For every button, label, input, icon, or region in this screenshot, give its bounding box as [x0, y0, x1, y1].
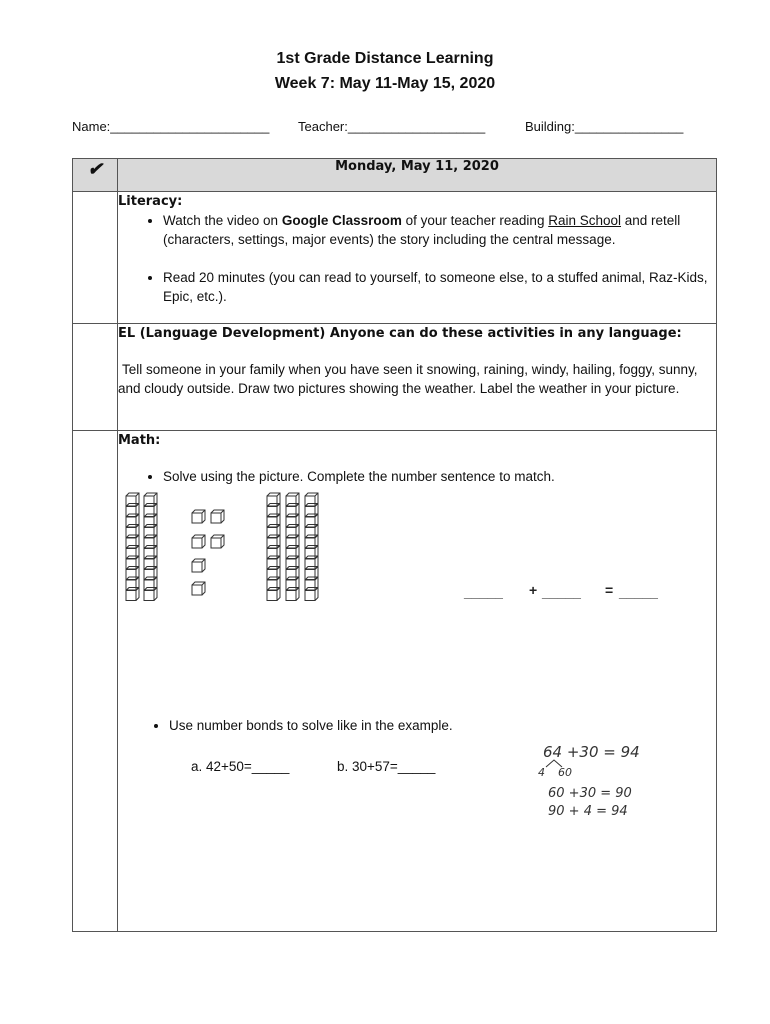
ones-cube-1: [192, 513, 202, 523]
el-heading: EL (Language Development) Anyone can do these activities in any language:: [118, 326, 682, 341]
example-bond-right: 60: [558, 766, 572, 779]
book-title-link: Rain School: [548, 213, 621, 228]
tens-rod-2-cube: [144, 591, 154, 601]
problem-a[interactable]: a. 42+50=_____: [191, 759, 290, 774]
sentence-blank-2[interactable]: _____: [542, 584, 581, 600]
building-field[interactable]: Building:_______________: [525, 119, 684, 134]
sentence-blank-1[interactable]: _____: [464, 584, 503, 600]
problem-b[interactable]: b. 30+57=_____: [337, 759, 436, 774]
example-line-1: 64 +30 = 94: [543, 743, 640, 761]
literacy-item-video: • Watch the video on Google Classroom of your teacher reading Rain School and retell (characters, settings, major events) the story including the central message.: [163, 211, 716, 249]
ones-cube-5: [192, 562, 202, 572]
tens-rod-5-cube: [305, 591, 315, 601]
example-bond-left: 4: [538, 766, 545, 779]
worksheet-week: Week 7: May 11-May 15, 2020: [274, 75, 496, 92]
el-row: [73, 324, 717, 431]
sentence-equals: =: [605, 582, 614, 598]
math-item-picture: • Solve using the picture. Complete the number sentence to match.: [163, 467, 716, 486]
math-item-number-bonds: • Use number bonds to solve like in the example.: [169, 716, 710, 735]
math-heading: Math:: [118, 433, 161, 448]
el-body: Tell someone in your family when you have seen it snowing, raining, windy, hailing, foggy, sunny, and cloudy outside. Draw two pictures showing the weather. Label the weather in your picture.: [118, 362, 698, 396]
literacy-heading: Literacy:: [118, 194, 183, 209]
ones-cube-3: [192, 538, 202, 548]
sentence-blank-3[interactable]: _____: [619, 584, 658, 600]
math-cell: [118, 431, 717, 932]
ones-cube-2: [211, 513, 221, 523]
math-check-cell[interactable]: [73, 431, 118, 932]
literacy-cell: [118, 192, 717, 324]
literacy-row: [73, 192, 717, 324]
tens-rod-4-cube: [286, 591, 296, 601]
math-row: [73, 431, 717, 932]
table-header-row: [73, 159, 717, 192]
literacy-check-cell[interactable]: [73, 192, 118, 324]
daily-plan-table: [72, 158, 717, 932]
el-check-cell[interactable]: [73, 324, 118, 431]
base-ten-blocks-picture: [124, 491, 714, 621]
teacher-field[interactable]: Teacher:___________________: [298, 119, 486, 134]
ones-cube-6: [192, 585, 202, 595]
example-line-3: 90 + 4 = 94: [548, 804, 628, 819]
number-bond-example: [538, 741, 658, 831]
example-line-2: 60 +30 = 90: [548, 786, 632, 801]
day-header: Monday, May 11, 2020: [118, 159, 717, 192]
literacy-item-reading: • Read 20 minutes (you can read to yourself, to someone else, to a stuffed animal, Raz-Kids, Epic, etc.).: [163, 268, 716, 306]
sentence-plus: +: [529, 582, 538, 598]
tens-rod-1-cube: [126, 591, 136, 601]
tens-rod-3-cube: [267, 591, 277, 601]
ones-cube-4: [211, 538, 221, 548]
name-field[interactable]: Name:______________________: [72, 119, 270, 134]
worksheet-title: 1st Grade Distance Learning: [276, 50, 494, 67]
checkmark-header: ✔: [73, 159, 118, 192]
el-cell: [118, 324, 717, 431]
